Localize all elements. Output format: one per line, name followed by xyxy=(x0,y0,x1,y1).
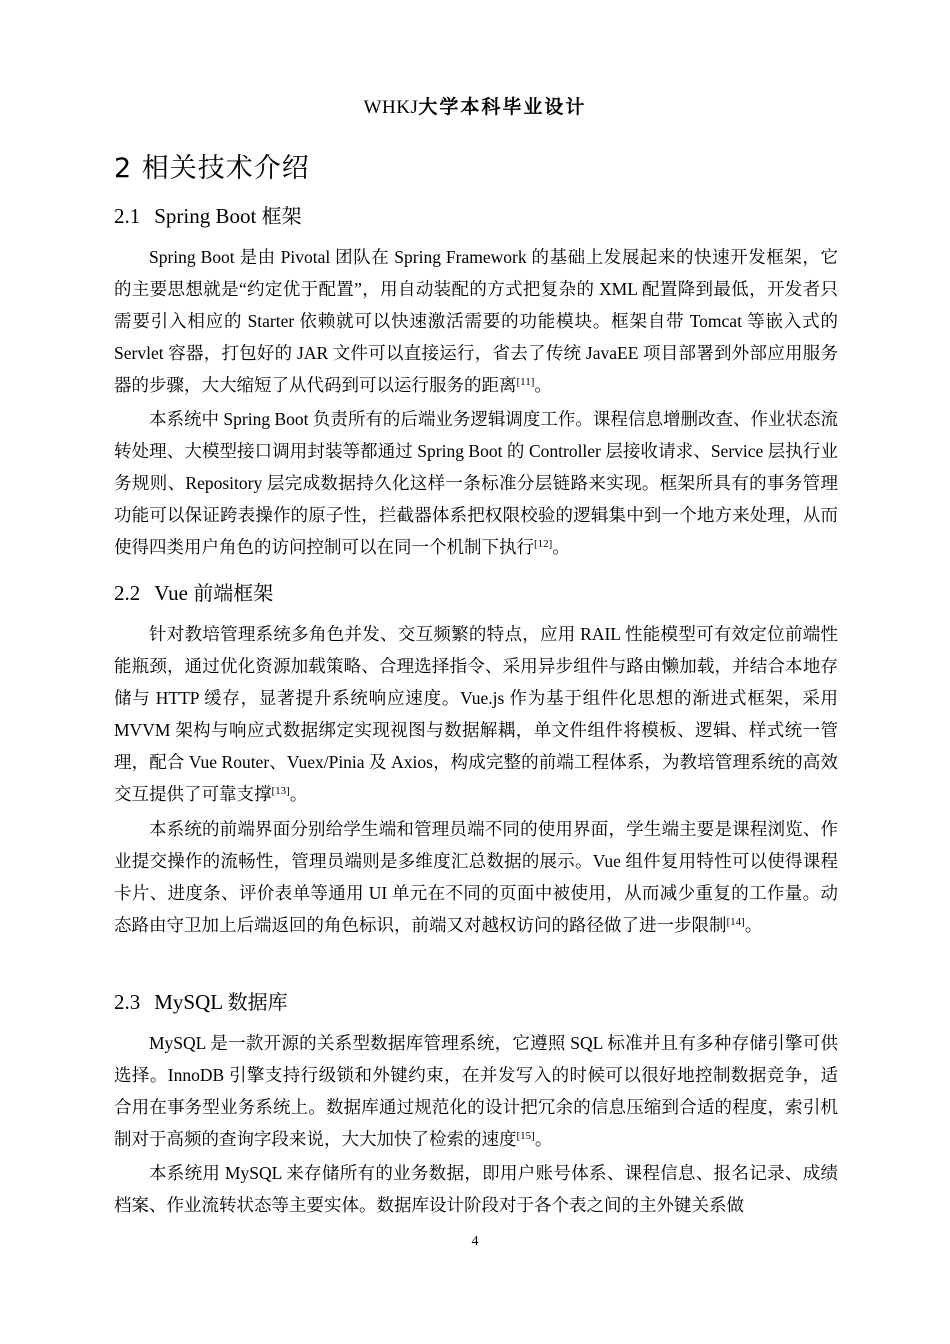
paragraph xyxy=(114,1027,838,1155)
paragraph xyxy=(114,618,838,810)
paragraph-tail: 。 xyxy=(552,537,570,557)
paragraph xyxy=(114,813,838,941)
section-heading-2-3 xyxy=(114,986,288,1015)
section-heading-2-2 xyxy=(114,577,273,606)
paragraph-tail: 。 xyxy=(744,915,763,935)
paragraph-tail: 。 xyxy=(534,375,552,395)
citation: [13] xyxy=(271,785,290,797)
citation: [15] xyxy=(516,1130,535,1142)
running-header xyxy=(0,92,950,119)
section-heading-2-1 xyxy=(114,200,302,229)
section-title-cjk: 前端框架 xyxy=(193,581,274,605)
section-number: 2.2 xyxy=(114,581,141,605)
chapter-title: 2 相关技术介绍 xyxy=(114,153,310,184)
header-school-code: WHKJ xyxy=(363,97,419,118)
section-title-cjk: 数据库 xyxy=(227,990,288,1014)
paragraph xyxy=(114,1157,838,1221)
paragraph-tail: 。 xyxy=(534,1129,553,1149)
citation: [14] xyxy=(726,916,745,928)
paragraph xyxy=(114,241,838,401)
header-title: 大学本科毕业设计 xyxy=(418,96,587,118)
paragraph xyxy=(114,403,838,563)
section-number: 2.3 xyxy=(114,990,141,1014)
paragraph-text: 本系统的前端界面分别给学生端和管理员端不同的使用界面，学生端主要是课程浏览、作业提交操作的流畅性，管理员端则是多维度汇总数据的展示。Vue 组件复用特性可以使得课程卡片、进度条、评价表单等通用 UI 单元在不同的页面中被使用，从而减少重复的工作量。动态路由守卫加上后端返回的角色标识，前端又对越权访问的路径做了进一步限制 xyxy=(114,819,838,935)
paragraph-tail: 。 xyxy=(289,784,308,804)
paragraph-text: Spring Boot 是由 Pivotal 团队在 Spring Framework 的基础上发展起来的快速开发框架，它的主要思想就是“约定优于配置”，用自动装配的方式把复杂的 XML 配置降到最低，开发者只需要引入相应的 Starter 依赖就可以快速激活需要的功能模块。框架自带 Tomcat 等嵌入式的 Servlet 容器，打包好的 JAR 文件可以直接运行，省去了传统 JavaEE 项目部署到外部应用服务器的步骤，大大缩短了从代码到可以运行服务的距离 xyxy=(114,247,838,395)
section-title-cjk: 框架 xyxy=(261,204,302,228)
citation: [12] xyxy=(534,538,553,550)
section-title-latin: Vue xyxy=(154,581,188,605)
paragraph-text: MySQL 是一款开源的关系型数据库管理系统，它遵照 SQL 标准并且有多种存储引擎可供选择。InnoDB 引擎支持行级锁和外键约束，在并发写入的时候可以很好地控制数据竞争，适合用在事务型业务系统上。数据库通过规范化的设计把冗余的信息压缩到合适的程度，索引机制对于高频的查询字段来说，大大加快了检索的速度 xyxy=(114,1033,838,1149)
section-title-latin: MySQL xyxy=(154,990,223,1014)
paragraph-text: 本系统用 MySQL 来存储所有的业务数据，即用户账号体系、课程信息、报名记录、成绩档案、作业流转状态等主要实体。数据库设计阶段对于各个表之间的主外键关系做 xyxy=(114,1163,838,1215)
section-title-latin: Spring Boot xyxy=(154,204,257,228)
paragraph-text: 针对教培管理系统多角色并发、交互频繁的特点，应用 RAIL 性能模型可有效定位前端性能瓶颈，通过优化资源加载策略、合理选择指令、采用异步组件与路由懒加载，并结合本地存储与 HTTP 缓存，显著提升系统响应速度。Vue.js 作为基于组件化思想的渐进式框架，采用 MVVM 架构与响应式数据绑定实现视图与数据解耦，单文件组件将模板、逻辑、样式统一管理，配合 Vue Router、Vuex/Pinia 及 Axios，构成完整的前端工程体系，为教培管理系统的高效交互提供了可靠支撑 xyxy=(114,624,838,804)
citation: [11] xyxy=(516,376,535,388)
paragraph-text: 本系统中 Spring Boot 负责所有的后端业务逻辑调度工作。课程信息增删改查、作业状态流转处理、大模型接口调用封装等都通过 Spring Boot 的 Controller 层接收请求、Service 层执行业务规则、Repository 层完成数据持久化这样一条标准分层链路来实现。框架所具有的事务管理功能可以保证跨表操作的原子性，拦截器体系把权限校验的逻辑集中到一个地方来处理，从而使得四类用户角色的访问控制可以在同一个机制下执行 xyxy=(114,409,838,557)
page-number: 4 xyxy=(471,1234,479,1249)
section-number: 2.1 xyxy=(114,204,141,228)
